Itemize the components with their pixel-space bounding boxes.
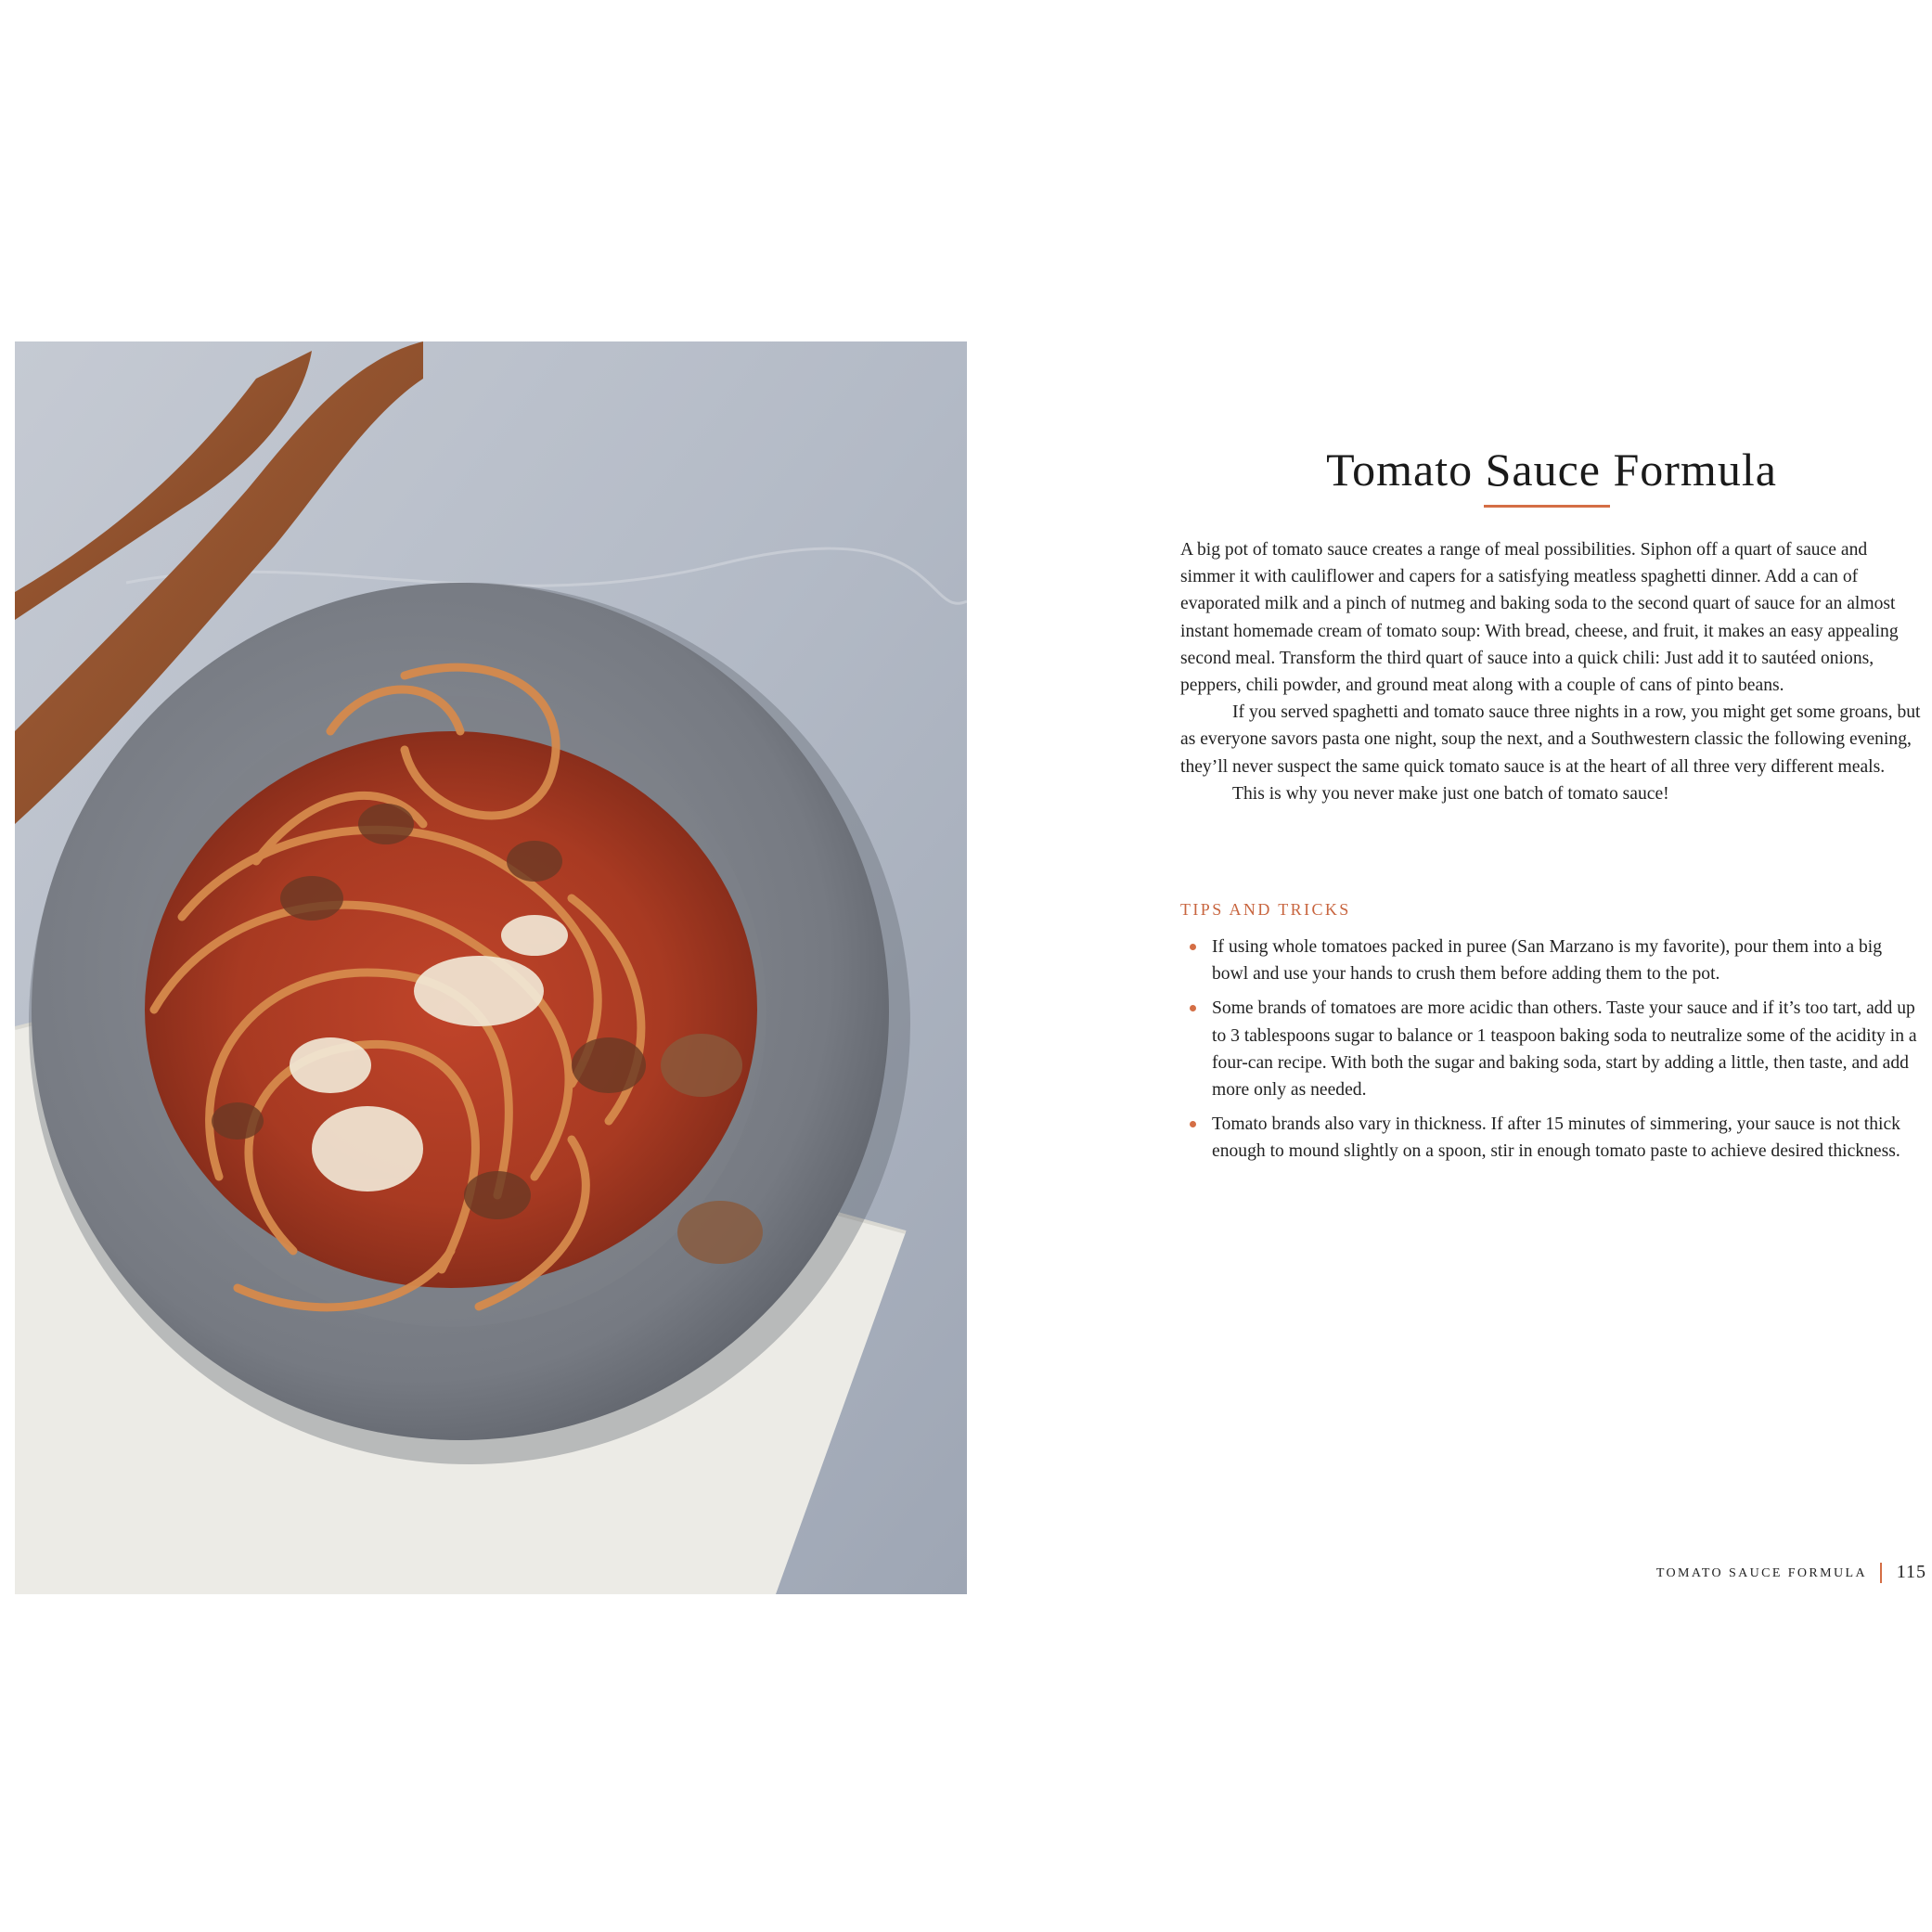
recipe-photo bbox=[15, 341, 967, 1594]
intro-paragraph-3: This is why you never make just one batch of tomato sauce! bbox=[1232, 783, 1669, 804]
bullet-dot-icon bbox=[1190, 1005, 1196, 1011]
intro-paragraph-1: A big pot of tomato sauce creates a range of meal possibilities. Siphon off a quart of sauce and simmer it with cauliflower and capers for a satisfying meatless spaghetti dinner. Add a can of evaporated milk and a pinch of nutmeg and baking soda to the second quart of sauce for an almost instant homemade cream of tomato soup: With bread, cheese, and fruit, it makes an easy appealing second meal. Transform the third quart of sauce into a quick chili: Just add it to sautéed onions, peppers, chili powder, and ground meat along with a couple of cans of pinto beans. bbox=[1180, 540, 1899, 696]
page-title: Tomato Sauce Formula bbox=[1326, 443, 1777, 496]
tips-heading: TIPS AND TRICKS bbox=[1180, 900, 1351, 919]
tip-item bbox=[1180, 995, 1923, 1103]
running-head: TOMATO SAUCE FORMULA bbox=[1655, 1566, 1867, 1580]
intro-text bbox=[1180, 536, 1923, 807]
page-footer bbox=[1392, 1561, 1930, 1589]
bullet-dot-icon bbox=[1190, 944, 1196, 950]
pasta-plate-photo-icon bbox=[15, 341, 967, 1594]
footer-separator bbox=[1880, 1563, 1882, 1583]
title-underline-divider bbox=[1484, 505, 1610, 508]
tip-item bbox=[1180, 1111, 1923, 1165]
tip-text: Tomato brands also vary in thickness. If after 15 minutes of simmering, your sauce is not thick enough to mound slightly on a spoon, stir in enough tomato paste to achieve desired thickness. bbox=[1212, 1114, 1900, 1162]
intro-paragraph-2: If you served spaghetti and tomato sauce three nights in a row, you might get some groans, but as everyone savors pasta one night, soup the next, and a Southwestern classic the following evening, they’ll never suspect the same quick tomato sauce is at the heart of all three very different meals. bbox=[1180, 702, 1921, 777]
tip-text: If using whole tomatoes packed in puree (San Marzano is my favorite), pour them into a big bowl and use your hands to crush them before adding them to the pot. bbox=[1212, 937, 1883, 985]
bullet-dot-icon bbox=[1190, 1121, 1196, 1127]
tips-list bbox=[1180, 934, 1923, 1173]
tip-item bbox=[1180, 934, 1923, 987]
tip-text: Some brands of tomatoes are more acidic than others. Taste your sauce and if it’s too tart, add up to 3 tablespoons sugar to balance or 1 teaspoon baking soda to neutralize some of the acidity in a four-can recipe. With both the sugar and baking soda, start by adding a little, then taste, and add more only as needed. bbox=[1212, 998, 1917, 1101]
page-number: 115 bbox=[1896, 1562, 1926, 1582]
